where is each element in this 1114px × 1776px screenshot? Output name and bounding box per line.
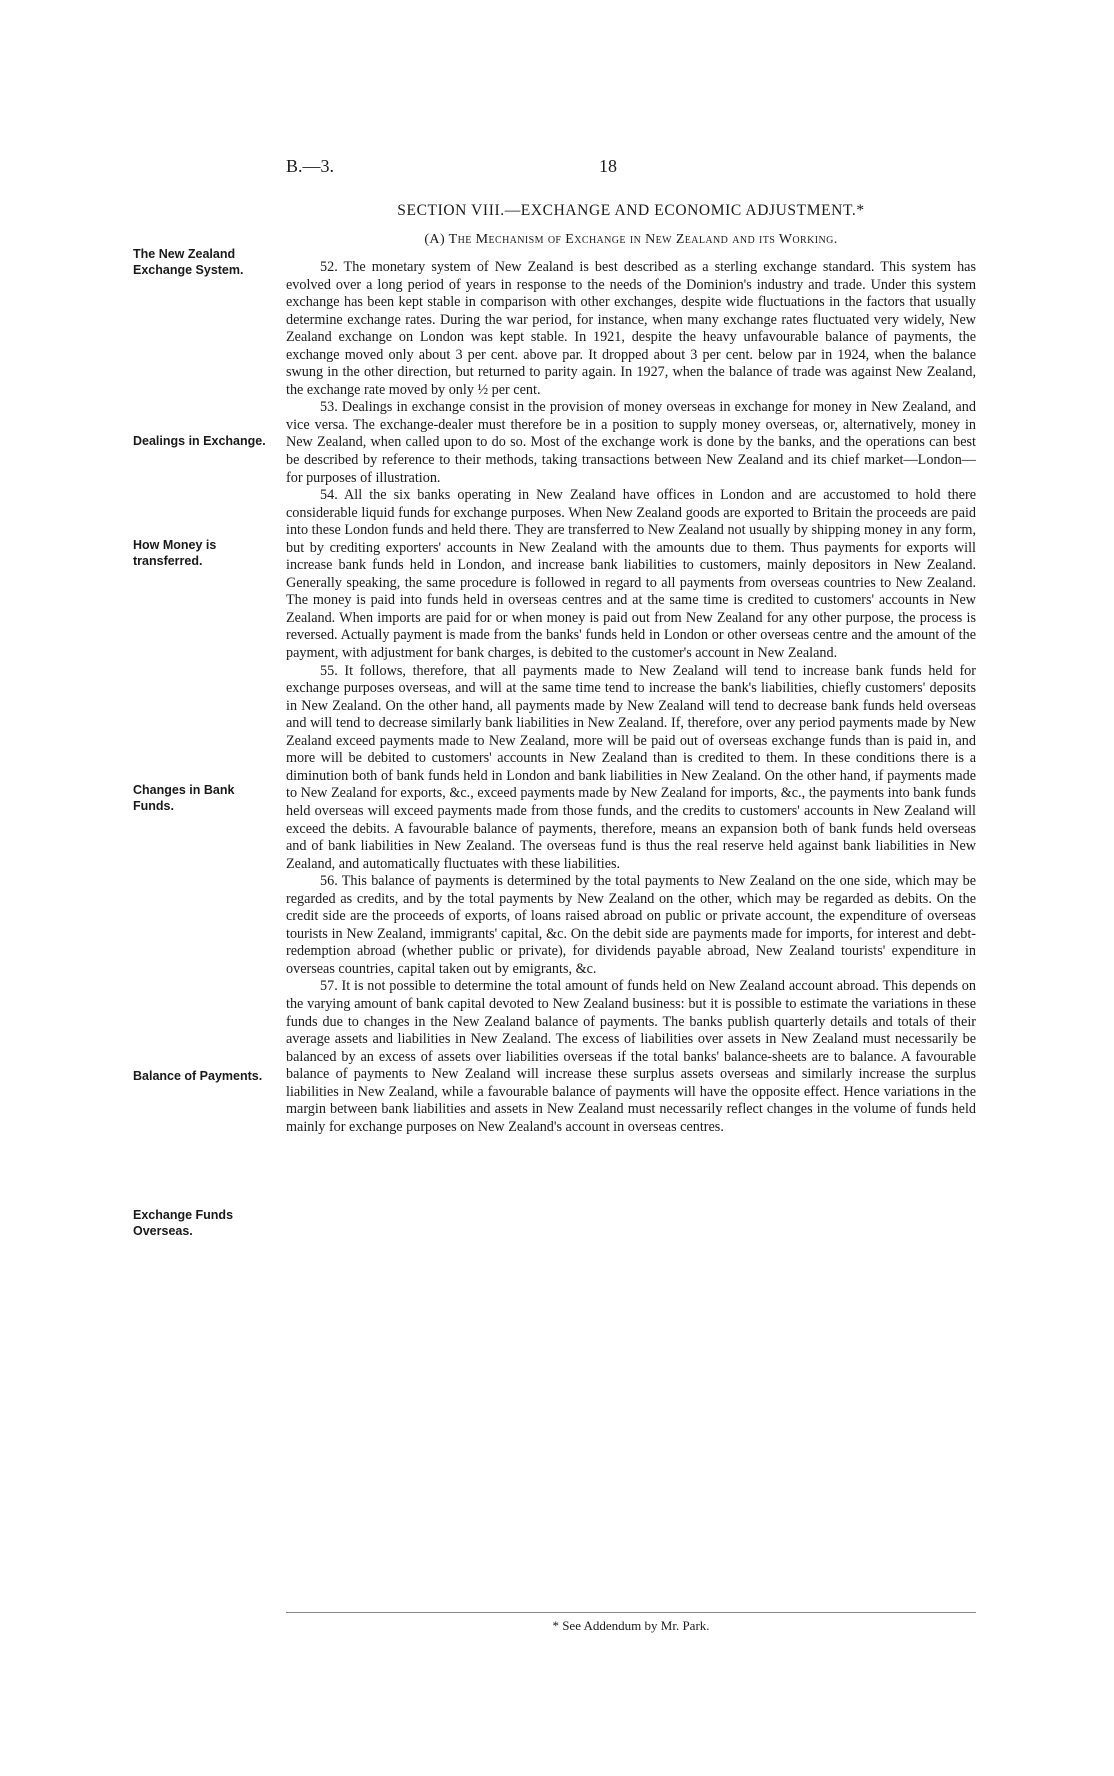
sidenote-changes-in-bank-funds: Changes in Bank Funds. <box>133 783 235 813</box>
section-title: SECTION VIII.—EXCHANGE AND ECONOMIC ADJUSTMENT.* <box>397 202 865 219</box>
sidenote-balance-of-payments: Balance of Payments. <box>133 1069 263 1083</box>
paragraph-56: 56. This balance of payments is determined by the total payments to New Zealand on the one side, which may be regarded as credits, and by the total payments by New Zealand on the other, which may be regarded as debits. On the credit side are the proceeds of exports, of loans raised abroad on public or private account, the expenditure of overseas tourists in New Zealand, immigrants' capital, &c. On the debit side are payments made for imports, for interest and debt-redemption abroad (whether public or private), for dividends payable abroad, New Zealand tourists' expenditure in overseas countries, capital taken out by emigrants, &c. <box>286 873 976 977</box>
sidenote-exchange-system: The New Zealand Exchange System. <box>133 247 244 277</box>
sidenote-money-transferred: How Money is transferred. <box>133 538 217 568</box>
paragraph-53: 53. Dealings in exchange consist in the provision of money overseas in exchange for money in New Zealand, and vice versa. The exchange-dealer must therefore be in a position to supply money overseas, or, alternatively, money in New Zealand, when called upon to do so. Most of the exchange work is done by the banks, and the operations can best be described by reference to their methods, taking transactions between New Zealand and its chief market—London—for purposes of illustration. <box>286 399 976 486</box>
paragraph-55: 55. It follows, therefore, that all payments made to New Zealand will tend to increase bank funds held for exchange purposes overseas, and will at the same time tend to increase the bank's liabilities, chiefly customers' deposits in New Zealand. On the other hand, all payments made by New Zealand will tend to decrease bank funds held overseas and will tend to decrease similarly bank liabilities in New Zealand. If, therefore, over any period payments made by New Zealand exceed payments made to New Zealand, more will be paid out of overseas exchange funds than is paid in, and more will be debited to customers' accounts in New Zealand than is credited to them. In these conditions there is a diminution both of bank funds held in London and bank liabilities in New Zealand. On the other hand, if payments made to New Zealand for exports, &c., exceed payments made by New Zealand for imports, &c., the payments into bank funds held overseas will exceed payments made from those funds, and the credits to customers' accounts in New Zealand will exceed the debits. A favourable balance of payments, therefore, means an expansion both of bank funds held overseas and of bank liabilities in New Zealand. The overseas fund is thus the real reserve held against bank liabilities in New Zealand, and automatically fluctuates with these liabilities. <box>286 662 976 872</box>
sidenote-dealings-in-exchange: Dealings in Exchange. <box>133 434 266 448</box>
document-code: B.—3. <box>286 156 335 176</box>
paragraph-52: 52. The monetary system of New Zealand is best described as a sterling exchange standard. This system has evolved over a long period of years in response to the needs of the Dominion's industry and trade. Under this system exchange has been kept stable in comparison with other exchanges, despite wide fluctuations in the factors that usually determine exchange rates. During the war period, for instance, when many exchange rates fluctuated very widely, New Zealand exchange on London was kept stable. In 1921, despite the heavy unfavourable balance of payments, the exchange moved only about 3 per cent. above par. It dropped about 3 per cent. below par in 1924, when the balance swung in the other direction, but returned to parity again. In 1927, when the balance of trade was against New Zealand, the exchange rate moved by only ½ per cent. <box>286 259 976 398</box>
subsection-title: (A) The Mechanism of Exchange in New Zealand and its Working. <box>424 232 838 247</box>
footnote: * See Addendum by Mr. Park. <box>552 1618 710 1633</box>
footnote-divider <box>286 1612 976 1613</box>
paragraph-57: 57. It is not possible to determine the total amount of funds held on New Zealand account abroad. This depends on the varying amount of bank capital devoted to New Zealand business: but it is possible to estimate the variations in these funds due to changes in the New Zealand balance of payments. The banks publish quarterly details and totals of their average assets and liabilities in New Zealand. The excess of liabilities over assets in New Zealand must necessarily be balanced by an excess of assets over liabilities overseas if the total banks' balance-sheets are to balance. A favourable balance of payments to New Zealand will increase these surplus assets overseas and similarly increase the surplus liabilities in New Zealand, while a favourable balance of payments will have the opposite effect. Hence variations in the margin between bank liabilities and assets in New Zealand must necessarily reflect changes in the volume of funds held mainly for exchange purposes on New Zealand's account in overseas centres. <box>286 978 976 1135</box>
body-text <box>286 259 976 1136</box>
sidenote-exchange-funds-overseas: Exchange Funds Overseas. <box>133 1208 234 1238</box>
page-number: 18 <box>599 156 617 176</box>
paragraph-54: 54. All the six banks operating in New Zealand have offices in London and are accustomed to hold there considerable liquid funds for exchange purposes. When New Zealand goods are exported to Britain the proceeds are paid into these London funds and held there. They are transferred to New Zealand not usually by shipping money in any form, but by crediting exporters' accounts in New Zealand with the amounts due to them. Thus payments for exports will increase bank funds held in London, and increase bank liabilities to customers, mainly depositors in New Zealand. Generally speaking, the same procedure is followed in regard to all payments from overseas countries to New Zealand. The money is paid into funds held in overseas centres and at the same time is credited to customers' accounts in New Zealand. When imports are paid for or when money is paid out from New Zealand for any other purpose, the process is reversed. Actually payment is made from the banks' funds held in London or other overseas centre and the amount of the payment, with adjustment for bank charges, is debited to the customer's account in New Zealand. <box>286 487 976 662</box>
